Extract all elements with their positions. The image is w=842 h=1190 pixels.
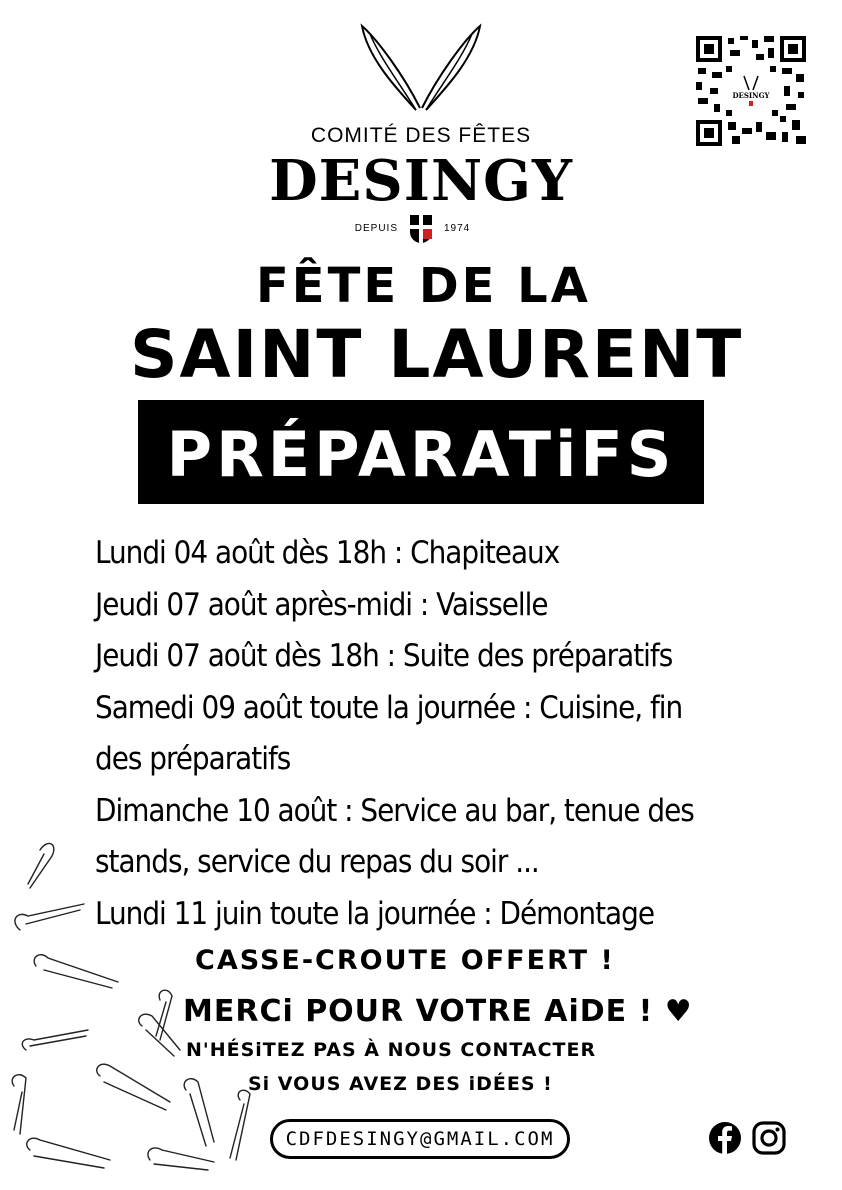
committee-label: COMITÉ DES FÊTES [310,124,532,147]
thanks-message: MERCi POUR VOTRE AiDE ! ♥ [183,994,693,1029]
schedule-line: stands, service du repas du soir ... [95,844,539,880]
schedule-line: Samedi 09 août toute la journée : Cuisine, fin [95,689,683,726]
facebook-icon[interactable] [708,1121,742,1155]
schedule-line: Jeudi 07 août dès 18h : Suite des préparatifs [95,638,673,674]
schedule-line: Jeudi 07 août après-midi : Vaisselle [95,586,548,623]
schedule-line: Dimanche 10 août : Service au bar, tenue des [95,792,694,829]
rabbit-ears-icon [356,18,486,118]
since-row [0,210,842,248]
title-line-1: FÊTE DE LA [256,258,591,314]
since-label: DEPUIS [354,223,398,234]
schedule-line: Lundi 04 août dès 18h : Chapiteaux [95,535,560,571]
title-line-2: SAINT LAURENT [130,316,744,393]
brand-name: DESINGY [269,148,573,214]
qr-code [696,36,806,146]
instagram-icon[interactable] [752,1121,786,1155]
banner-title: PRÉPARATiFS [166,418,676,491]
snack-offered: CASSE-CROUTE OFFERT ! [195,945,615,976]
since-year: 1974 [444,223,471,234]
schedule-line: des préparatifs [95,741,291,777]
contact-line-1: N'HÉSiTEZ PAS À NOUS CONTACTER [186,1039,597,1061]
contact-line-2: Si VOUS AVEZ DES iDÉES ! [248,1073,553,1095]
email-link[interactable]: CDFDESINGY@GMAIL.COM [270,1119,570,1159]
savoy-cross-crest-icon [409,214,433,244]
qr-label: DESINGY [732,91,770,100]
schedule-line: Lundi 11 juin toute la journée : Démontage [95,895,654,932]
